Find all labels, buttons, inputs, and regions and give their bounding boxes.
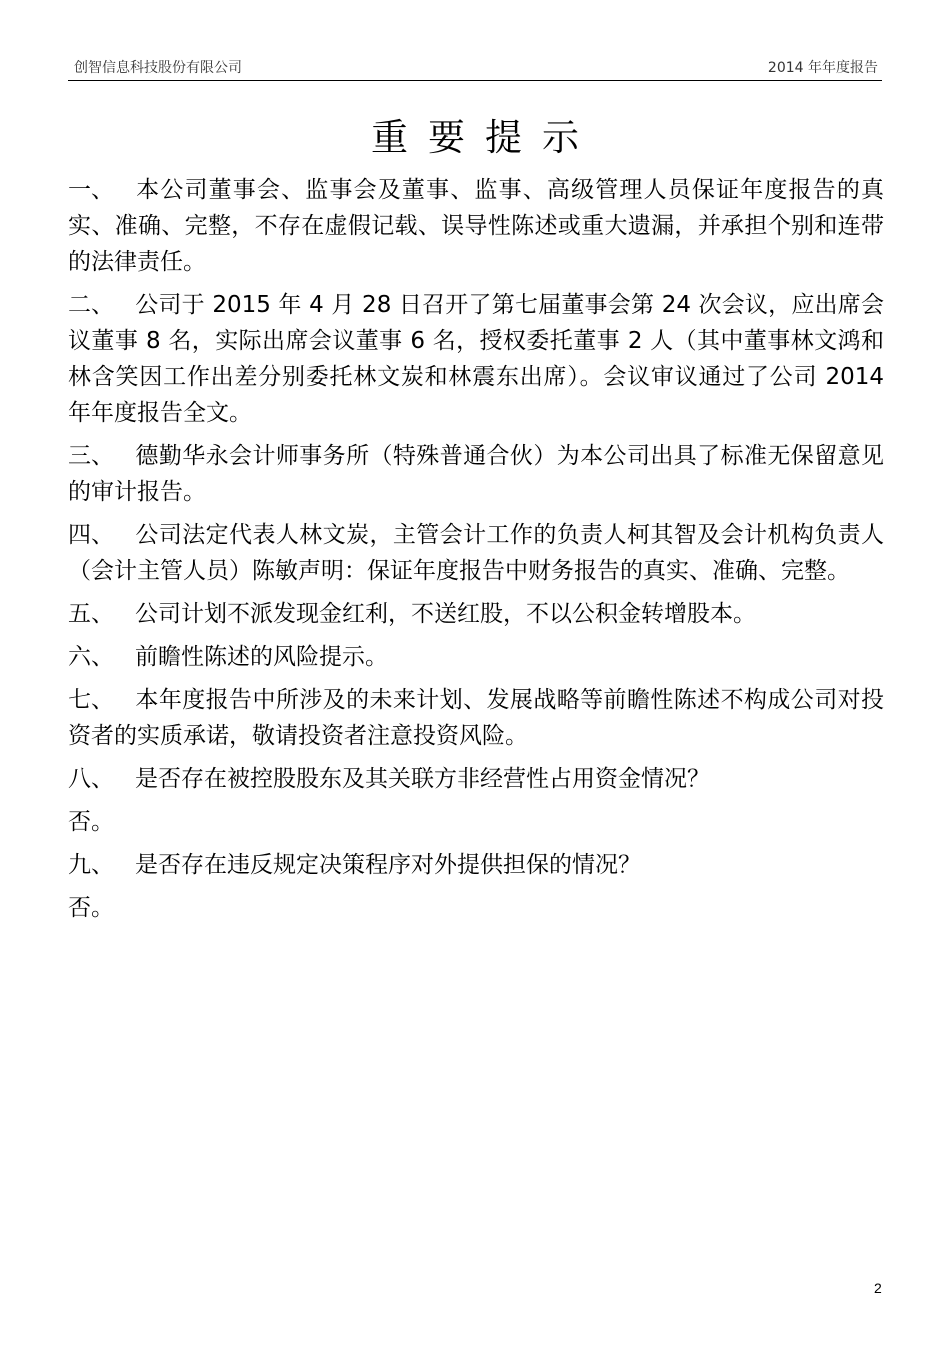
notice-text: 本公司董事会、监事会及董事、监事、高级管理人员保证年度报告的真实、准确、完整，不存在虚假记载、误导性陈述或重大遗漏，并承担个别和连带的法律责任。 (68, 177, 884, 275)
notice-number: 八、 (68, 766, 114, 792)
notice-text: 公司计划不派发现金红利，不送红股，不以公积金转增股本。 (135, 601, 756, 627)
header-report-title: 2014 年年度报告 (767, 60, 878, 76)
notice-number: 一、 (68, 177, 114, 203)
notice-text: 是否存在违反规定决策程序对外提供担保的情况？ (135, 852, 641, 878)
notice-text: 本年度报告中所涉及的未来计划、发展战略等前瞻性陈述不构成公司对投资者的实质承诺，敬请投资者注意投资风险。 (68, 687, 884, 749)
header-company-name: 创智信息科技股份有限公司 (74, 60, 242, 76)
notice-item (68, 517, 884, 589)
notice-number: 五、 (68, 601, 114, 627)
page-title: 重要提示 (371, 116, 599, 159)
notice-item (68, 847, 884, 883)
notice-list (68, 172, 884, 933)
notice-text: 公司法定代表人林文炭，主管会计工作的负责人柯其智及会计机构负责人（会计主管人员）陈敏声明：保证年度报告中财务报告的真实、准确、完整。 (68, 522, 884, 584)
notice-answer: 否。 (68, 895, 114, 921)
notice-item (68, 287, 884, 431)
notice-item (68, 596, 884, 632)
notice-number: 二、 (68, 292, 114, 318)
page-number: 2 (874, 1280, 882, 1296)
page-header (68, 58, 882, 81)
notice-answer: 否。 (68, 809, 114, 835)
notice-number: 三、 (68, 443, 114, 469)
notice-number: 四、 (68, 522, 114, 548)
notice-text: 公司于 2015 年 4 月 28 日召开了第七届董事会第 24 次会议，应出席会议董事 8 名，实际出席会议董事 6 名，授权委托董事 2 人（其中董事林文鸿和林含笑因工作出差分别委托林文炭和林震东出席）。会议审议通过了公司 2014 年年度报告全文。 (68, 292, 884, 426)
notice-text: 德勤华永会计师事务所（特殊普通合伙）为本公司出具了标准无保留意见的审计报告。 (68, 443, 884, 505)
notice-text: 前瞻性陈述的风险提示。 (135, 644, 388, 670)
notice-item (68, 172, 884, 280)
notice-item (68, 761, 884, 797)
notice-item (68, 438, 884, 510)
notice-number: 七、 (68, 687, 114, 713)
notice-number: 六、 (68, 644, 114, 670)
notice-item (68, 682, 884, 754)
notice-text: 是否存在被控股股东及其关联方非经营性占用资金情况？ (135, 766, 710, 792)
notice-item (68, 639, 884, 675)
notice-number: 九、 (68, 852, 114, 878)
